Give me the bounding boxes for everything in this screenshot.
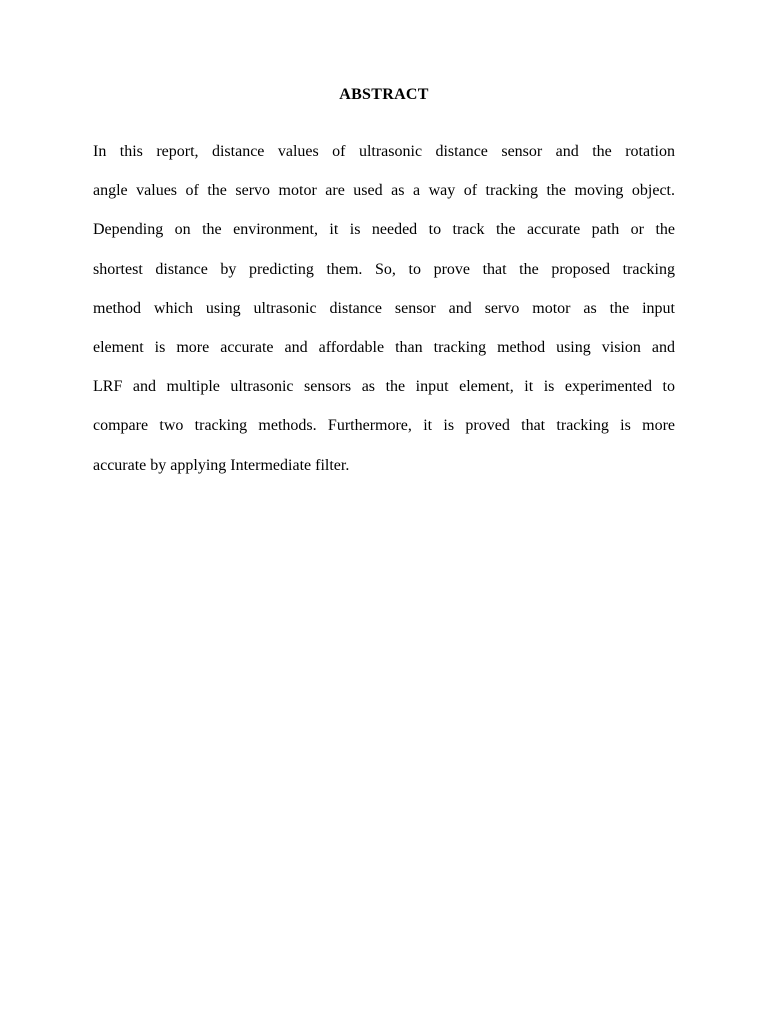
paragraph-line: angle values of the servo motor are used as a way of tracking the moving object. <box>93 182 675 200</box>
abstract-paragraph <box>93 132 675 485</box>
paragraph-line: LRF and multiple ultrasonic sensors as the input element, it is experimented to <box>93 378 675 396</box>
paragraph-line: shortest distance by predicting them. So, to prove that the proposed tracking <box>93 260 675 278</box>
abstract-heading: ABSTRACT <box>339 86 429 103</box>
paragraph-line: compare two tracking methods. Furthermore, it is proved that tracking is more <box>93 417 675 435</box>
paragraph-line: method which using ultrasonic distance sensor and servo motor as the input <box>93 299 675 317</box>
paragraph-line: accurate by applying Intermediate filter. <box>93 456 350 474</box>
paragraph-line: element is more accurate and affordable than tracking method using vision and <box>93 338 675 356</box>
paragraph-line: Depending on the environment, it is needed to track the accurate path or the <box>93 221 675 239</box>
paragraph-line: In this report, distance values of ultrasonic distance sensor and the rotation <box>93 143 675 160</box>
